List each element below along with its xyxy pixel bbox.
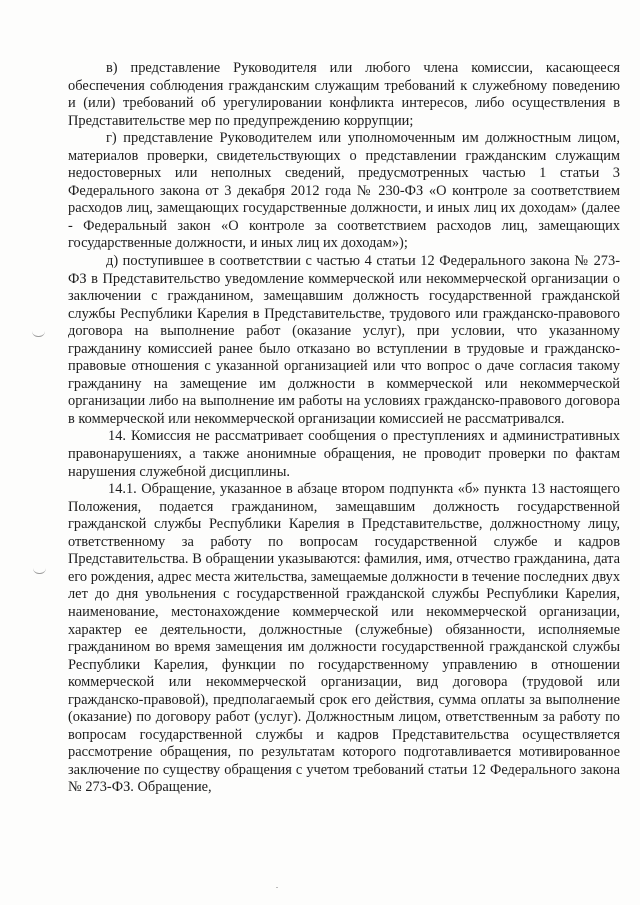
binding-hole-mark: [32, 331, 45, 337]
paragraph-g: г) представление Руководителем или уполномоченным им должностным лицом, материалов проверки, свидетельствующих о представлении гражданским служащим недостоверных или неполных сведений, предусмотренных частью 1 статьи 3 Федерального закона от 3 декабря 2012 года № 230-ФЗ «О контроле за соответствием расходов лиц, замещающих государственные должности, и иных лиц их доходам» (далее - Федеральный закон «О контроле за соответствием расходов лиц, замещающих государственные должности, и иных лиц их доходам»);: [68, 130, 620, 252]
scan-speck: [276, 887, 278, 888]
document-page: [68, 60, 620, 797]
paragraph-14: 14. Комиссия не рассматривает сообщения о преступлениях и административных правонарушениях, а также анонимные обращения, не проводит проверки по фактам нарушения служебной дисциплины.: [68, 428, 620, 480]
binding-hole-mark: [33, 568, 46, 574]
paragraph-v: в) представление Руководителя или любого члена комиссии, касающееся обеспечения соблюдения гражданским служащим требований к служебному поведению и (или) требований об урегулировании конфликта интересов, либо осуществления в Представительстве мер по предупреждению коррупции;: [68, 60, 620, 129]
paragraph-14-1: 14.1. Обращение, указанное в абзаце втором подпункта «б» пункта 13 настоящего Положения, подается гражданином, замещавшим должность государственной гражданской службы Республики Карелия в Представительстве, должностному лицу, ответственному за работу по вопросам государственной службе и кадров Представительства. В обращении указываются: фамилия, имя, отчество гражданина, дата его рождения, адрес места жительства, замещаемые должности в течение последних двух лет до дня увольнения с государственной гражданской службы Республики Карелия, наименование, местонахождение коммерческой или некоммерческой организации, характер ее деятельности, должностные (служебные) обязанности, исполняемые гражданином во время замещения им должности государственной гражданской службы Республики Карелия, функции по государственному управлению в отношении коммерческой или некоммерческой организации, вид договора (трудовой или гражданско-правовой), предполагаемый срок его действия, сумма оплаты за выполнение (оказание) по договору работ (услуг). Должностным лицом, ответственным за работу по вопросам государственной службы и кадров Представительства осуществляется рассмотрение обращения, по результатам которого подготавливается мотивированное заключение по существу обращения с учетом требований статьи 12 Федерального закона № 273-ФЗ. Обращение,: [68, 481, 621, 796]
paragraph-d: д) поступившее в соответствии с частью 4 статьи 12 Федерального закона № 273-ФЗ в Представительство уведомление коммерческой или некоммерческой организации о заключении с гражданином, замещавшим должность государственной гражданской службы Республики Карелия в Представительстве, трудового или гражданско-правового договора на выполнение работ (оказание услуг), при условии, что указанному гражданину комиссией ранее было отказано во вступлении в трудовые и гражданско-правовые отношения с указанной организацией или что вопрос о даче согласия такому гражданину на замещение им должности в коммерческой или некоммерческой организации либо на выполнение им работы на условиях гражданско-правового договора в коммерческой или некоммерческой организации комиссией не рассматривался.: [68, 253, 620, 427]
